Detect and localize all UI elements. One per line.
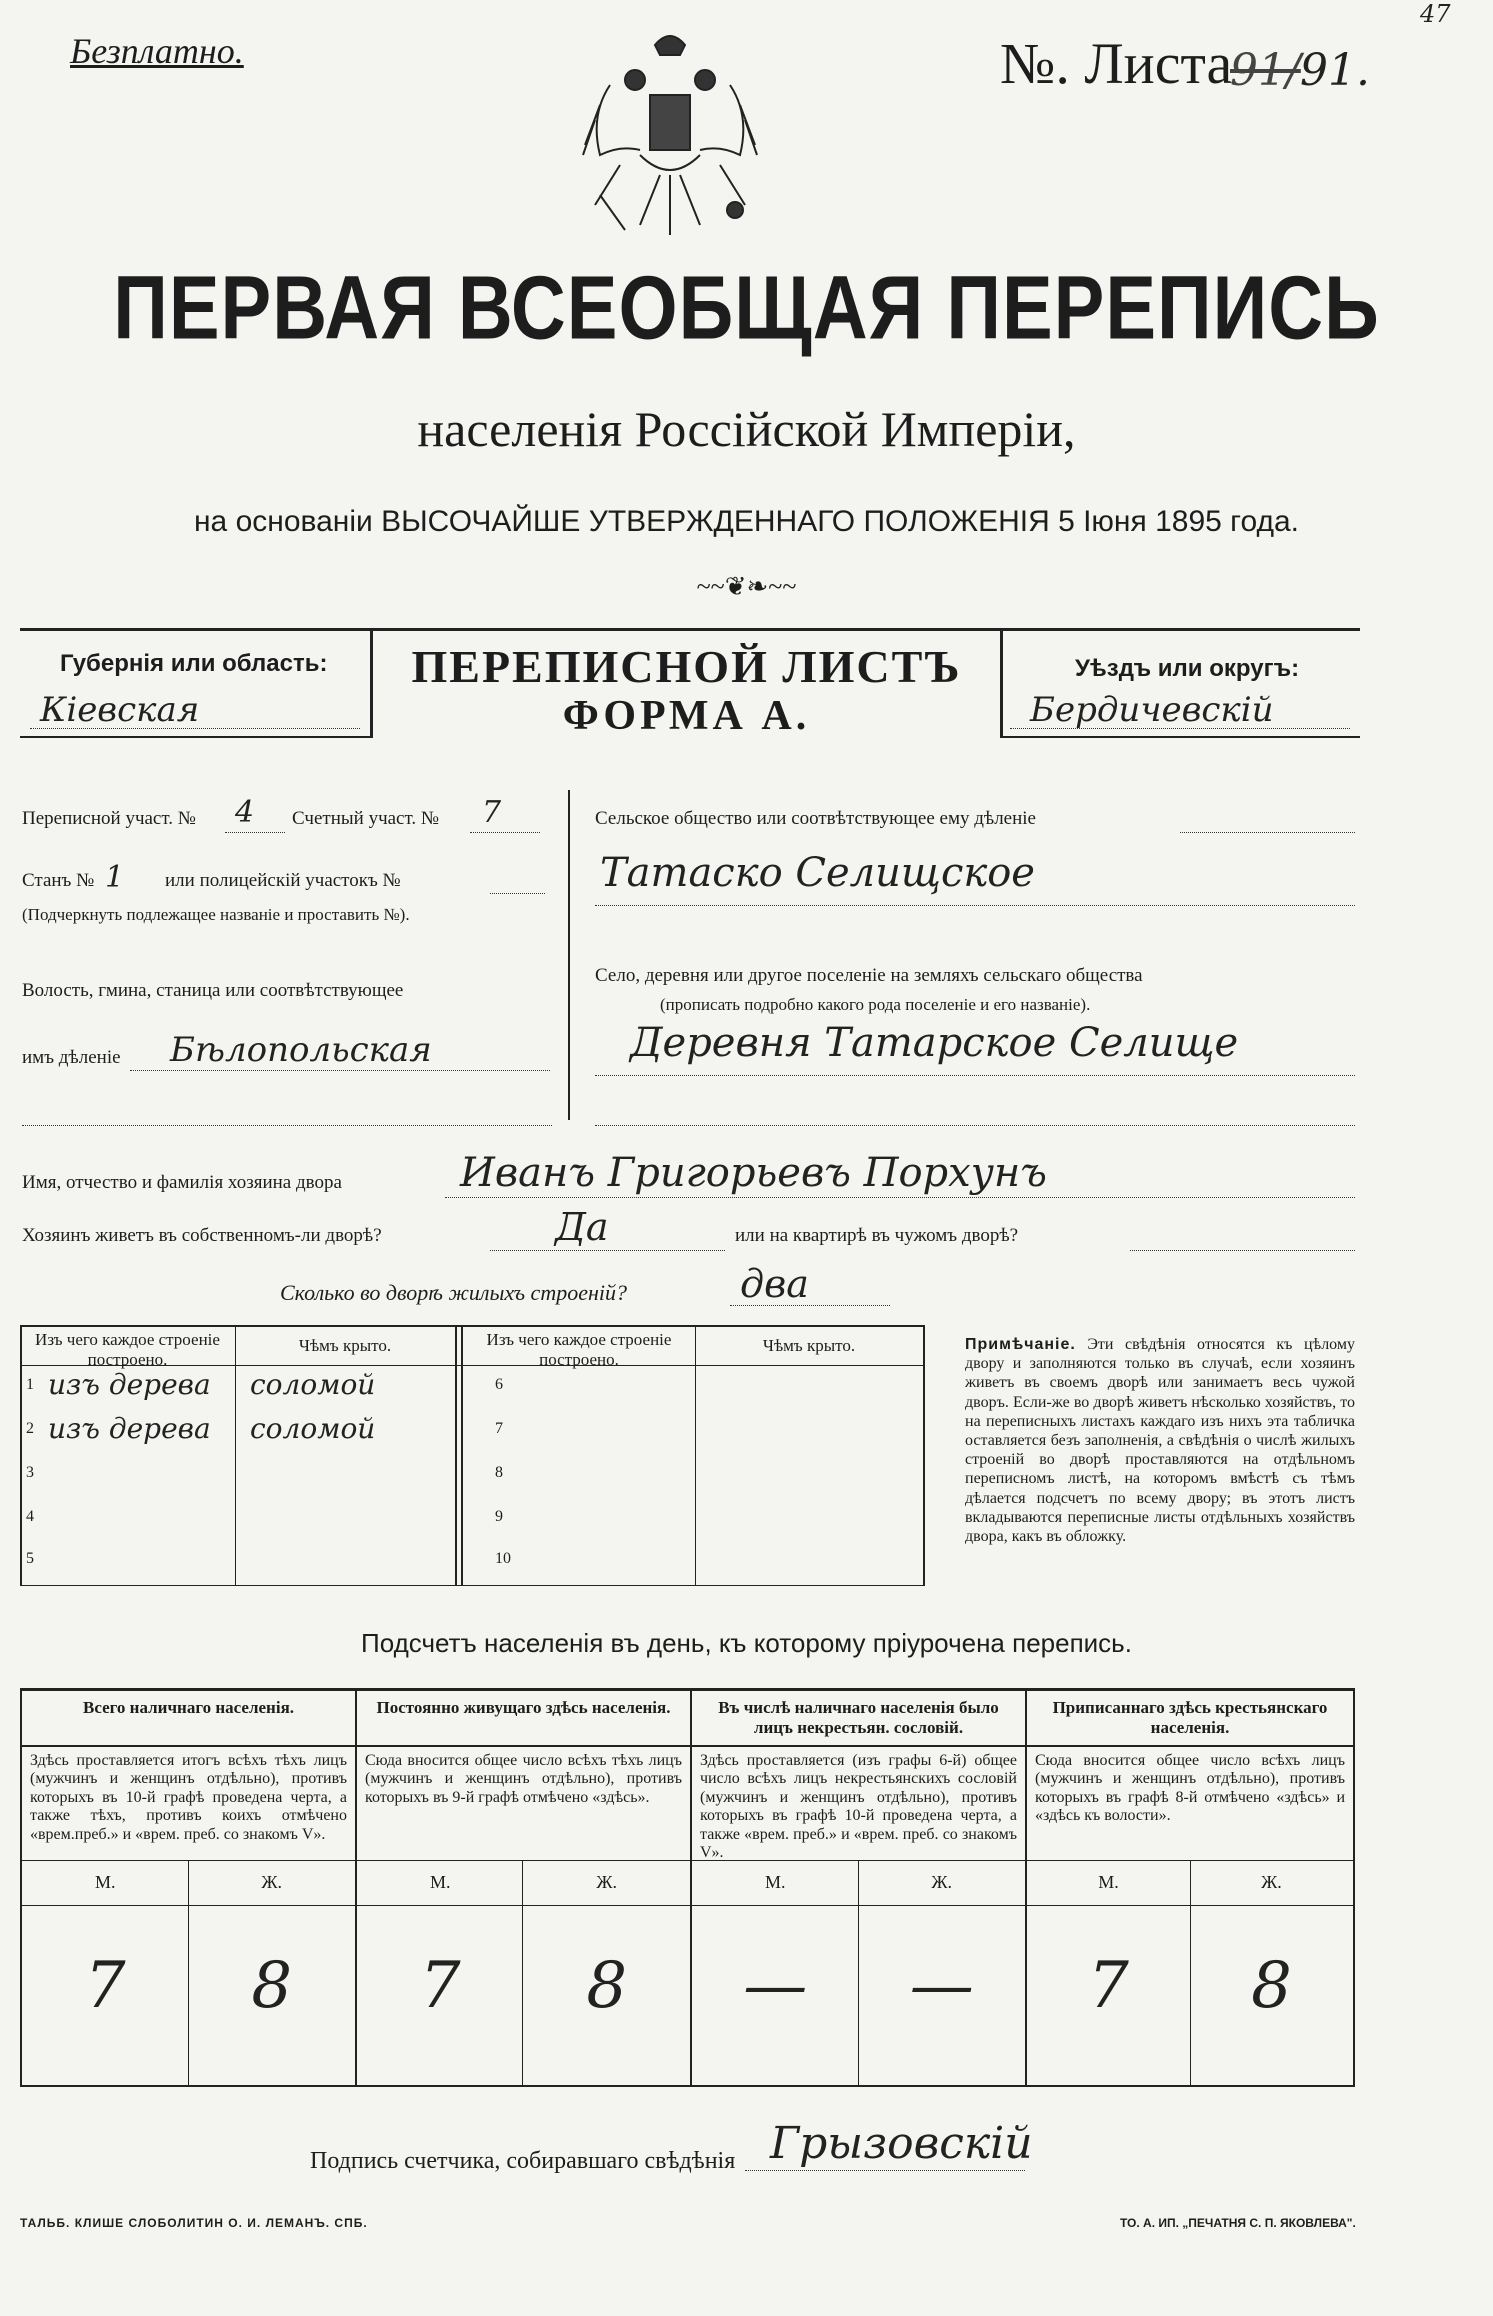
building-roof: соломой xyxy=(250,1412,376,1445)
count-column-header: Постоянно живущаго здѣсь населенія. xyxy=(376,1698,671,1717)
society-label: Сельское общество или соотвѣтствующее ему дѣленіе xyxy=(595,808,1036,829)
middle-divider xyxy=(568,790,570,1120)
male-count-value: 7 xyxy=(1088,1949,1129,2023)
count-column-header: Въ числѣ наличнаго населенія было лицъ некрестьян. сословій. xyxy=(718,1698,999,1737)
society-value: Татаско Селищское xyxy=(600,850,1035,896)
police-dots xyxy=(490,893,545,894)
building-material: изъ дерева xyxy=(48,1368,211,1401)
signature-value: Грызовскій xyxy=(770,2118,1033,2169)
form-subtitle: ФОРМА А. xyxy=(562,693,811,739)
buildings-note-title: Примѣчаніе. xyxy=(965,1336,1076,1353)
guberniya-value: Кіевская xyxy=(40,690,200,730)
volost-value: Бѣлопольская xyxy=(170,1030,432,1070)
sheet-number-struck: 91/ xyxy=(1230,45,1301,96)
printer-right: ТО. А. ИП. „ПЕЧАТНЯ С. П. ЯКОВЛЕВА". xyxy=(1120,2216,1356,2230)
uchastok-value: 4 xyxy=(235,795,255,830)
society-dots-2 xyxy=(595,905,1355,906)
buildings-col-roof-left: Чѣмъ крыто. xyxy=(298,1336,392,1355)
owner-name-value: Иванъ Григорьевъ Порхунъ xyxy=(460,1150,1047,1196)
building-row-number: 5 xyxy=(26,1550,34,1567)
society-dots xyxy=(1180,832,1355,833)
sheet-number-label: №. Листа xyxy=(1000,31,1233,96)
count-column-description: Сюда вносится общее число всѣхъ тѣхъ лицъ (мужчинъ и женщинъ отдѣльно), противъ которыхъ въ 9-й графѣ отмѣчено «здѣсь». xyxy=(365,1752,682,1806)
count-column-description: Здѣсь проставляется итогъ всѣхъ тѣхъ лицъ (мужчинъ и женщинъ отдѣльно), противъ которыхъ въ 10-й графѣ проведена черта, а также тѣхъ, противъ коихъ отмѣчено «врем.преб.» и «врем. преб. со знакомъ V». xyxy=(30,1752,347,1843)
count-column-description: Сюда вносится общее число всѣхъ лицъ (мужчинъ и женщинъ отдѣльно), противъ которыхъ въ графѣ 8-й отмѣчено «здѣсь» и «здѣсь къ волости». xyxy=(1035,1752,1345,1825)
signature-dots xyxy=(745,2170,1025,2171)
building-roof: соломой xyxy=(250,1368,376,1401)
male-count-value: 7 xyxy=(419,1949,461,2023)
guberniya-label: Губернія или область: xyxy=(60,650,328,677)
police-label: или полицейскій участокъ № xyxy=(165,870,401,891)
count-column-header: Приписаннаго здѣсь крестьянскаго населенія. xyxy=(1052,1698,1328,1737)
underline-note: (Подчеркнуть подлежащее названіе и проставить №). xyxy=(22,905,410,924)
building-row-number: 4 xyxy=(26,1508,34,1525)
buildings-col-roof-right: Чѣмъ крыто. xyxy=(762,1336,856,1355)
village-label: Село, деревня или другое поселеніе на земляхъ сельскаго общества xyxy=(595,965,1143,986)
sheet-number-value: 91. xyxy=(1300,45,1370,96)
signature-label: Подпись счетчика, собиравшаго свѣдѣнія xyxy=(310,2148,736,2174)
village-value: Деревня Татарское Селище xyxy=(630,1020,1239,1066)
buildings-col-material-left: Изъ чего каждое строеніе построено. xyxy=(35,1330,220,1369)
count-column-description: Здѣсь проставляется (изъ графы 6-й) общее число всѣхъ лицъ некрестьянскихъ сословій (мужчинъ и женщинъ отдѣльно), противъ которыхъ въ графѣ 10-й проведена черта, а также «врем. преб.» и «врем. преб. со знакомъ V». xyxy=(700,1752,1017,1861)
buildings-note xyxy=(965,1335,1355,1546)
legal-basis: на основаніи ВЫСОЧАЙШЕ УТВЕРЖДЕННАГО ПОЛОЖЕНІЯ 5 Іюня 1895 года. xyxy=(193,505,1299,538)
uchastok-dots xyxy=(225,832,285,833)
female-column-label: Ж. xyxy=(931,1872,953,1892)
female-column-label: Ж. xyxy=(596,1872,618,1892)
guberniya-dotted-line xyxy=(30,728,360,729)
rent-dots xyxy=(1130,1250,1355,1251)
male-column-label: М. xyxy=(1098,1872,1119,1892)
male-column-label: М. xyxy=(429,1872,451,1892)
building-row-number: 1 xyxy=(26,1376,34,1393)
main-title: ПЕРВАЯ ВСЕОБЩАЯ ПЕРЕПИСЬ xyxy=(113,258,1380,359)
volost-dots xyxy=(130,1070,550,1071)
buildings-value: два xyxy=(740,1262,809,1306)
uezd-value: Бердичевскій xyxy=(1030,690,1274,730)
own-yard-label: Хозяинъ живетъ въ собственномъ-ли дворѣ? xyxy=(22,1225,382,1246)
buildings-col-material-right: Изъ чего каждое строеніе построено. xyxy=(486,1330,672,1369)
building-row-number: 6 xyxy=(495,1376,503,1393)
subtitle: населенія Россійской Имперіи, xyxy=(417,401,1076,457)
female-count-value: 8 xyxy=(586,1949,628,2023)
volost-dots-2 xyxy=(22,1125,552,1126)
header-box-bottom-right xyxy=(1000,736,1360,738)
male-count-value: 7 xyxy=(84,1949,126,2023)
form-title: ПЕРЕПИСНОЙ ЛИСТЪ xyxy=(411,641,962,692)
female-count-value: 8 xyxy=(251,1949,293,2023)
own-yard-dots xyxy=(490,1250,725,1251)
female-column-label: Ж. xyxy=(1261,1872,1282,1892)
header-box-divider-right xyxy=(1000,628,1003,738)
printer-left: ТАЛЬБ. КЛИШЕ СЛОБОЛИТИН О. И. ЛЕМАНЪ. СПБ. xyxy=(20,2216,368,2230)
header-box-top-rule xyxy=(20,628,1360,631)
ornament: ~~❦❧~~ xyxy=(696,572,797,601)
building-row-number: 2 xyxy=(26,1420,34,1437)
village-dots xyxy=(595,1075,1355,1076)
rent-label: или на квартирѣ въ чужомъ дворѣ? xyxy=(735,1225,1019,1246)
stan-label: Станъ № xyxy=(22,870,95,891)
building-row-number: 8 xyxy=(495,1464,503,1481)
volost-label: Волость, гмина, станица или соотвѣтствующее xyxy=(22,980,404,1001)
owner-name-label: Имя, отчество и фамилія хозяина двора xyxy=(22,1172,342,1193)
female-count-value: — xyxy=(909,1949,974,2023)
owner-name-dots xyxy=(445,1197,1355,1198)
uezd-label: Уѣздъ или округъ: xyxy=(1075,655,1300,682)
uchastok-label: Переписной участ. № xyxy=(22,808,196,829)
uezd-dotted-line xyxy=(1010,728,1350,729)
buildings-dots xyxy=(730,1305,890,1306)
building-row-number: 10 xyxy=(495,1550,511,1567)
volost-label-2: имъ дѣленіе xyxy=(22,1047,121,1068)
building-row-number: 7 xyxy=(495,1420,503,1437)
building-material: изъ дерева xyxy=(48,1412,211,1445)
stan-value: 1 xyxy=(105,860,125,895)
male-column-label: М. xyxy=(764,1872,786,1892)
buildings-note-text: Эти свѣдѣнія относятся къ цѣлому двору и заполняются только въ случаѣ, если хозяинъ живетъ въ своемъ дворѣ или занимаетъ весь чужой дворъ. Если-же во дворѣ живетъ нѣсколько хозяйствъ, то на переписныхъ листахъ каждаго изъ нихъ эта табличка оставляется безъ заполненія, а свѣдѣнія о числѣ жилыхъ строеній во дворѣ проставляются на отдѣльномъ переписномъ листѣ, на которомъ вмѣстѣ съ тѣмъ дѣлается подсчетъ по всему двору; въ этотъ листъ вкладываются переписные листы отдѣльныхъ хозяйствъ двора, какъ въ обложку. xyxy=(965,1336,1356,1545)
schetny-label: Счетный участ. № xyxy=(292,808,439,829)
building-row-number: 3 xyxy=(26,1464,34,1481)
double-headed-eagle-emblem xyxy=(580,25,760,245)
header-box-bottom-left xyxy=(20,736,370,738)
village-note: (прописать подробно какого рода поселеніе и его названіе). xyxy=(660,995,1091,1014)
free-label: Безплатно. xyxy=(70,31,244,71)
corner-number: 47 xyxy=(1420,0,1451,28)
female-count-value: 8 xyxy=(1251,1949,1292,2023)
buildings-label: Сколько во дворѣ жилыхъ строеній? xyxy=(280,1280,627,1305)
female-column-label: Ж. xyxy=(261,1872,283,1892)
count-title: Подсчетъ населенія въ день, къ которому пріурочена перепись. xyxy=(361,1628,1132,1658)
male-column-label: М. xyxy=(94,1872,116,1892)
schetny-value: 7 xyxy=(482,795,502,830)
count-column-header: Всего наличнаго населенія. xyxy=(82,1698,295,1717)
schetny-dots xyxy=(470,832,540,833)
building-row-number: 9 xyxy=(495,1508,503,1525)
own-yard-value: Да xyxy=(555,1205,609,1249)
village-dots-2 xyxy=(595,1125,1355,1126)
male-count-value: — xyxy=(743,1949,808,2023)
